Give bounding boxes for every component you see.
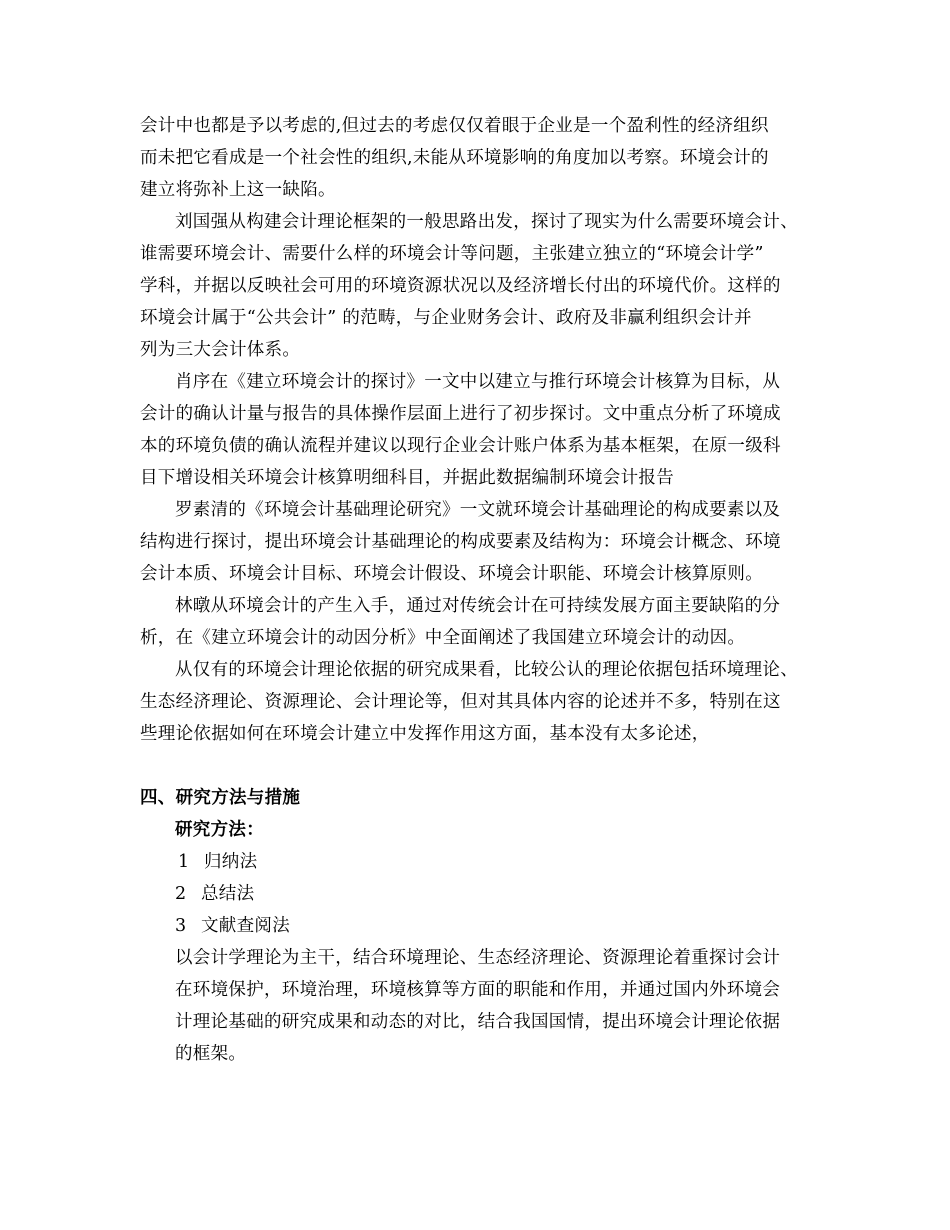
paragraph-3-line-2: 会计的确认计量与报告的具体操作层面上进行了初步探讨。文中重点分析了环境成 <box>140 404 781 424</box>
paragraph-3-line-3: 本的环境负债的确认流程并建议以现行企业会计账户体系为基本框架，在原一级科 <box>140 436 781 456</box>
paragraph-4-line-1: 罗素清的《环境会计基础理论研究》一文就环境会计基础理论的构成要素以及 <box>175 500 781 520</box>
method-number: 1 <box>178 852 190 872</box>
method-item <box>175 914 290 938</box>
paragraph-2-line-1: 刘国强从构建会计理论框架的一般思路出发，探讨了现实为什么需要环境会计、 <box>175 212 798 232</box>
paragraph-3-line-4: 目下增设相关环境会计核算明细科目，并据此数据编制环境会计报告 <box>140 468 674 488</box>
paragraph-4-line-3: 会计本质、环境会计目标、环境会计假设、环境会计职能、环境会计核算原则。 <box>140 564 763 584</box>
paragraph-7-line-3: 计理论基础的研究成果和动态的对比，结合我国国情，提出环境会计理论依据 <box>175 1012 781 1032</box>
method-number: 2 <box>175 884 187 904</box>
paragraph-2-line-2: 谁需要环境会计、需要什么样的环境会计等问题，主张建立独立的“环境会计学” <box>140 244 764 264</box>
method-label: 文献查阅法 <box>201 916 290 936</box>
method-item <box>178 850 257 874</box>
paragraph-5-line-2: 析，在《建立环境会计的动因分析》中全面阐述了我国建立环境会计的动因。 <box>140 628 746 648</box>
paragraph-2-line-3: 学科，并据以反映社会可用的环境资源状况以及经济增长付出的环境代价。这样的 <box>140 276 781 296</box>
paragraph-7-line-1: 以会计学理论为主干，结合环境理论、生态经济理论、资源理论着重探讨会计 <box>175 948 781 968</box>
method-item <box>175 882 254 906</box>
paragraph-6-line-2: 生态经济理论、资源理论、会计理论等，但对其具体内容的论述并不多，特别在这 <box>140 692 781 712</box>
paragraph-1-line-3: 建立将弥补上这一缺陷。 <box>140 180 336 200</box>
method-number: 3 <box>175 916 187 936</box>
paragraph-7-line-2: 在环境保护，环境治理，环境核算等方面的职能和作用，并通过国内外环境会 <box>175 980 781 1000</box>
paragraph-1-line-2: 而未把它看成是一个社会性的组织,未能从环境影响的角度加以考察。环境会计的 <box>140 148 769 168</box>
paragraph-2-line-4: 环境会计属于“公共会计” 的范畴，与企业财务会计、政府及非赢利组织会计并 <box>140 308 752 328</box>
paragraph-4-line-2: 结构进行探讨，提出环境会计基础理论的构成要素及结构为：环境会计概念、环境 <box>140 532 781 552</box>
paragraph-3-line-1: 肖序在《建立环境会计的探讨》一文中以建立与推行环境会计核算为目标，从 <box>175 372 781 392</box>
paragraph-6-line-3: 些理论依据如何在环境会计建立中发挥作用这方面，基本没有太多论述， <box>140 724 710 744</box>
methods-heading: 研究方法： <box>175 820 264 840</box>
method-label: 归纳法 <box>204 852 258 872</box>
paragraph-6-line-1: 从仅有的环境会计理论依据的研究成果看，比较公认的理论依据包括环境理论、 <box>175 660 798 680</box>
paragraph-7-line-4: 的框架。 <box>175 1044 247 1064</box>
method-label: 总结法 <box>201 884 255 904</box>
section-heading: 四、研究方法与措施 <box>140 788 301 808</box>
paragraph-5-line-1: 林暾从环境会计的产生入手，通过对传统会计在可持续发展方面主要缺陷的分 <box>175 596 781 616</box>
paragraph-2-line-5: 列为三大会计体系。 <box>140 340 301 360</box>
paragraph-1-line-1: 会计中也都是予以考虑的,但过去的考虑仅仅着眼于企业是一个盈利性的经济组织 <box>140 116 769 136</box>
